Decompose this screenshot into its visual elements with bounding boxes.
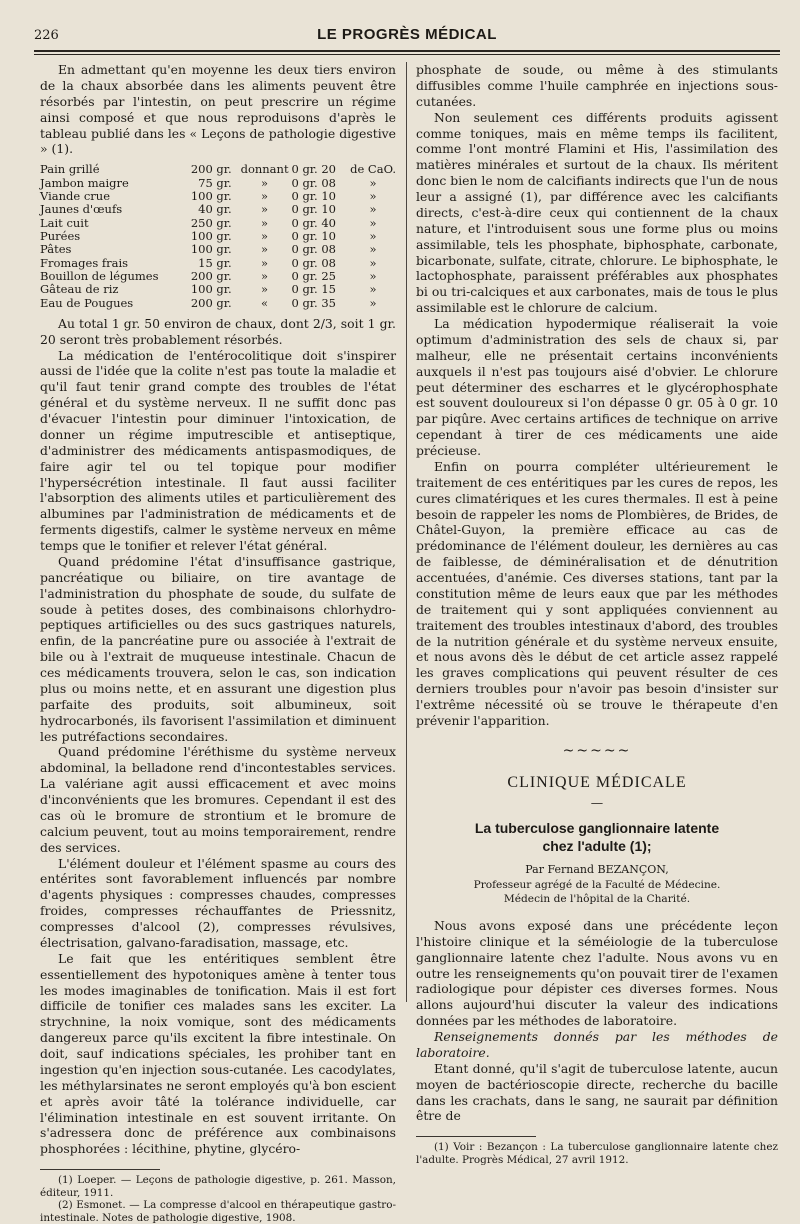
diet-row <box>40 297 396 310</box>
diet-unit: » <box>369 295 377 310</box>
diet-row <box>40 190 396 203</box>
diet-connector: » <box>261 268 269 283</box>
diet-food: Bouillon de légumes <box>40 268 159 283</box>
paragraph: Quand prédomine l'état d'insuffisance gastrique, pancréatique ou biliaire, on tire avantage de l'administration du phosphate de soude, du sulfate de soude à petites doses, des combinaisons chlorhydro-peptiques artificielles ou des sucs gastriques naturels, enfin, de la pancréatine pure ou associée à l'extrait de bile ou à l'extrait de muqueuse intestinale. Chacun de ces médicaments trouvera, selon le cas, son indication plus ou moins nette, et en assurant une digestion plus parfaite des produits, soit albumineux, soit hydrocarbonés, ils favorisent l'assimilation et diminuent les putréfactions secondaires. <box>40 553 396 744</box>
paragraph: Au total 1 gr. 50 environ de chaux, dont 2/3, soit 1 gr. 20 seront très probablement résorbés. <box>40 315 396 347</box>
diet-food: Gâteau de riz <box>40 282 119 297</box>
diet-unit: » <box>369 268 377 283</box>
article-title <box>416 819 778 855</box>
ornament-divider: ~~~~~ <box>562 742 632 759</box>
page-number: 226 <box>34 28 59 43</box>
footnote-rule <box>40 1169 160 1170</box>
diet-row <box>40 283 396 296</box>
diet-amount: 0 gr. 08 <box>291 175 336 190</box>
diet-connector: » <box>261 215 269 230</box>
diet-unit: » <box>369 202 377 217</box>
diet-table <box>40 163 396 310</box>
footnote: (1) Voir : Bezançon : La tuberculose ganglionnaire latente chez l'adulte. Progrès Médical, 27 avril 1912. <box>416 1141 778 1166</box>
diet-food: Pain grillé <box>40 162 100 177</box>
diet-food: Eau de Pougues <box>40 295 134 310</box>
diet-connector: donnant <box>240 162 289 177</box>
diet-row <box>40 163 396 176</box>
diet-food: Jaunes d'œufs <box>40 202 123 217</box>
paragraph: Le fait que les entéritiques semblent être essentiellement des hypotoniques amène à tenter tous les modes imaginables de tonification. Mais il est fort difficile de tonifier ces malades sans les exciter. La strychnine, la noix vomique, sont des médicaments dangereux parce qu'ils excitent la fibre intestinale. On doit, sauf indications spéciales, les prohiber tant en ingestion qu'en injection sous-cutanée. Les cacodylates, les méthylarsinates ne seront employés qu'à bon escient et après avoir tâté la tolérance individuelle, car l'élimination intestinale en est souvent irritante. On s'adressera donc de préférence aux combinaisons phosphorées : lécithine, phytine, glycéro- <box>40 950 396 1157</box>
diet-unit: » <box>369 188 377 203</box>
diet-unit: » <box>369 228 377 243</box>
diet-amount: 0 gr. 10 <box>291 188 336 203</box>
diet-connector: » <box>261 188 269 203</box>
diet-quantity: 200 gr. <box>190 268 232 283</box>
paragraph: La médication hypodermique réaliserait la voie optimum d'administration des sels de chaux si, par malheur, elle ne présentait certains inconvénients auxquels il n'est pas toujours aisé d'obvier. Le chlorure peut déterminer des escharres et le glycérophosphate est souvent douloureux si l'on dépasse 0 gr. 05 à 0 gr. 10 par piqûre. Avec certains artifices de technique on arrive cependant à tirer de ces médicaments une aide précieuse. <box>416 316 778 458</box>
footnote-rule <box>416 1136 536 1137</box>
paragraph: La médication de l'entérocolitique doit s'inspirer aussi de l'idée que la colite n'est pas toute la maladie et qu'il faut tenir grand compte des troubles de l'état général et du système nerveux. Il ne suffit donc pas d'évacuer l'intestin pour diminuer l'intoxication, de donner un régime imputrescible et antiseptique, d'administrer des médicaments antispasmodiques, de faire agir tel ou tel topique pour modifier l'hypersécrétion intestinale. Il faut aussi faciliter l'absorption des aliments utiles et particulièrement des albumines par l'administration de médicaments et de ferments digestifs, calmer le système nerveux en même temps que le tonifier et relever l'état général. <box>40 347 396 554</box>
column-divider <box>406 62 407 1002</box>
diet-food: Purées <box>40 228 81 243</box>
paragraph: En admettant qu'en moyenne les deux tiers environ de la chaux absorbée dans les aliments peuvent être résorbés par l'intestin, on peut prescrire un régime ainsi composé et que nous reproduisons d'après le tableau publié dans les « Leçons de pathologie digestive » (1). <box>40 62 396 157</box>
diet-row <box>40 257 396 270</box>
page-header <box>34 26 780 50</box>
diet-row <box>40 230 396 243</box>
diet-quantity: 15 gr. <box>198 255 232 270</box>
diet-quantity: 200 gr. <box>190 162 232 177</box>
diet-connector: » <box>261 242 269 257</box>
diet-connector: » <box>261 282 269 297</box>
diet-amount: 0 gr. 08 <box>291 242 336 257</box>
diet-row <box>40 270 396 283</box>
diet-row <box>40 217 396 230</box>
footnote: (2) Esmonet. — La compresse d'alcool en thérapeutique gastro-intestinale. Notes de pathologie digestive, 1908. <box>40 1199 396 1224</box>
section-dash: — <box>590 795 604 811</box>
paragraph: phosphate de soude, ou même à des stimulants diffusibles comme l'huile camphrée en injections sous-cutanées. <box>416 62 778 109</box>
diet-unit: » <box>369 175 377 190</box>
diet-unit: » <box>369 282 377 297</box>
subheading: Renseignements donnés par les méthodes de laboratoire. <box>416 1029 778 1060</box>
article-title-line: La tuberculose ganglionnaire latente <box>474 820 720 836</box>
diet-connector: « <box>261 295 269 310</box>
left-column <box>40 62 396 1224</box>
diet-row <box>40 177 396 190</box>
diet-unit: de CaO. <box>350 162 396 177</box>
affiliation: Médecin de l'hôpital de la Charité. <box>503 892 691 905</box>
diet-food: Fromages frais <box>40 255 129 270</box>
diet-connector: » <box>261 175 269 190</box>
paragraph: Enfin on pourra compléter ultérieurement le traitement de ces entéritiques par les cures de repos, les cures climatériques et les cures thermales. Il est à peine besoin de rappeler les noms de Plombières, de Brides, de Châtel-Guyon, la première efficace au cas de prédominance de l'élément douleur, les dernières au cas de faiblesse, de déminéralisation et de dénutrition accentuées, d'anémie. Ces diverses stations, tant par la constitution même de leurs eaux que par les méthodes de traitement qui y sont appliquées conviennent au traitement des troubles intestinaux d'abord, des troubles de la nutrition générale et du système nerveux ensuite, et nous avons dès le début de cet article assez rappelé les graves complications qui peuvent résulter de ces derniers troubles pour n'avoir pas besoin d'insister sur l'extrême nécessité où se trouve le thérapeute d'en prévenir l'apparition. <box>416 458 778 728</box>
diet-amount: 0 gr. 20 <box>291 162 336 177</box>
diet-quantity: 200 gr. <box>190 295 232 310</box>
diet-row <box>40 243 396 256</box>
paragraph: Nous avons exposé dans une précédente leçon l'histoire clinique et la séméiologie de la tuberculose ganglionnaire latente chez l'adulte. Nous avons vu en outre les renseignements qu'on pouvait tirer de l'examen radiologique pour dépister ces diverses formes. Nous allons aujourd'hui discuter la valeur des indications données par les méthodes de laboratoire. <box>416 917 778 1029</box>
diet-amount: 0 gr. 40 <box>291 215 336 230</box>
diet-unit: » <box>369 242 377 257</box>
header-rule-thin <box>34 54 780 55</box>
diet-quantity: 75 gr. <box>198 175 232 190</box>
diet-amount: 0 gr. 10 <box>291 228 336 243</box>
diet-amount: 0 gr. 25 <box>291 268 336 283</box>
footnote: (1) Loeper. — Leçons de pathologie digestive, p. 261. Masson, éditeur, 1911. <box>40 1174 396 1199</box>
paragraph: Etant donné, qu'il s'agit de tuberculose latente, aucun moyen de bactérioscopie directe, recherche du bacille dans les crachats, dans le sang, ne saurait par définition être de <box>416 1060 778 1124</box>
diet-connector: » <box>261 228 269 243</box>
right-column <box>416 62 778 1166</box>
diet-quantity: 100 gr. <box>190 188 232 203</box>
diet-connector: » <box>261 255 269 270</box>
diet-row <box>40 203 396 216</box>
diet-unit: » <box>369 215 377 230</box>
diet-quantity: 40 gr. <box>198 202 232 217</box>
author: Par Fernand BEZANÇON, <box>525 863 669 877</box>
paragraph: Non seulement ces différents produits agissent comme toniques, mais en même temps ils facilitent, comme l'ont montré Flamini et His, l'assimilation des matières minérales et surtout de la chaux. Ils méritent donc bien le nom de calcifiants indirects que l'un de nous leur a assigné (1), par différence avec les calcifiants directs, c'est-à-dire ceux qui contiennent de la chaux nature, et l'introduisent sous une forme plus ou moins assimilable, tels les phosphate, biphosphate, carbonate, bicarbonate, sulfate, citrate, chlorure. Le biphosphate, le lactophosphate, paraissent préférables aux phosphates bi ou tri-calciques et aux carbonates, mais de tous le plus assimilable est le chlorure de calcium. <box>416 109 778 316</box>
diet-food: Lait cuit <box>40 215 89 230</box>
diet-amount: 0 gr. 15 <box>291 282 336 297</box>
diet-amount: 0 gr. 35 <box>291 295 336 310</box>
paragraph: Quand prédomine l'éréthisme du système nerveux abdominal, la belladone rend d'incontestables services. La valériane agit aussi efficacement et avec moins d'inconvénients que les bromures. Cependant il est des cas où le bromure de strontium et le bromure de calcium peuvent, tout au moins temporairement, rendre des services. <box>40 744 396 855</box>
affiliation: Professeur agrégé de la Faculté de Médecine. <box>473 879 721 892</box>
diet-food: Jambon maigre <box>40 175 129 190</box>
paragraph: L'élément douleur et l'élément spasme au cours des entérites sont favorablement influencés par nombre d'agents physiques : compresses chaudes, compresses froides, compresses réchauffantes de Priessnitz, compresses d'alcool (2), compresses révulsives, électrisation, galvano-faradisation, massage, etc. <box>40 855 396 950</box>
article-title-line: chez l'adulte (1); <box>542 838 652 855</box>
diet-quantity: 100 gr. <box>190 242 232 257</box>
diet-food: Pâtes <box>40 242 72 257</box>
diet-unit: » <box>369 255 377 270</box>
header-rule <box>34 50 780 52</box>
diet-quantity: 100 gr. <box>190 282 232 297</box>
diet-amount: 0 gr. 10 <box>291 202 336 217</box>
diet-food: Viande crue <box>40 188 111 203</box>
diet-amount: 0 gr. 08 <box>291 255 336 270</box>
diet-quantity: 250 gr. <box>190 215 232 230</box>
journal-title: LE PROGRÈS MÉDICAL <box>317 26 497 43</box>
diet-quantity: 100 gr. <box>190 228 232 243</box>
section-title: CLINIQUE MÉDICALE <box>507 773 687 791</box>
diet-connector: » <box>261 202 269 217</box>
